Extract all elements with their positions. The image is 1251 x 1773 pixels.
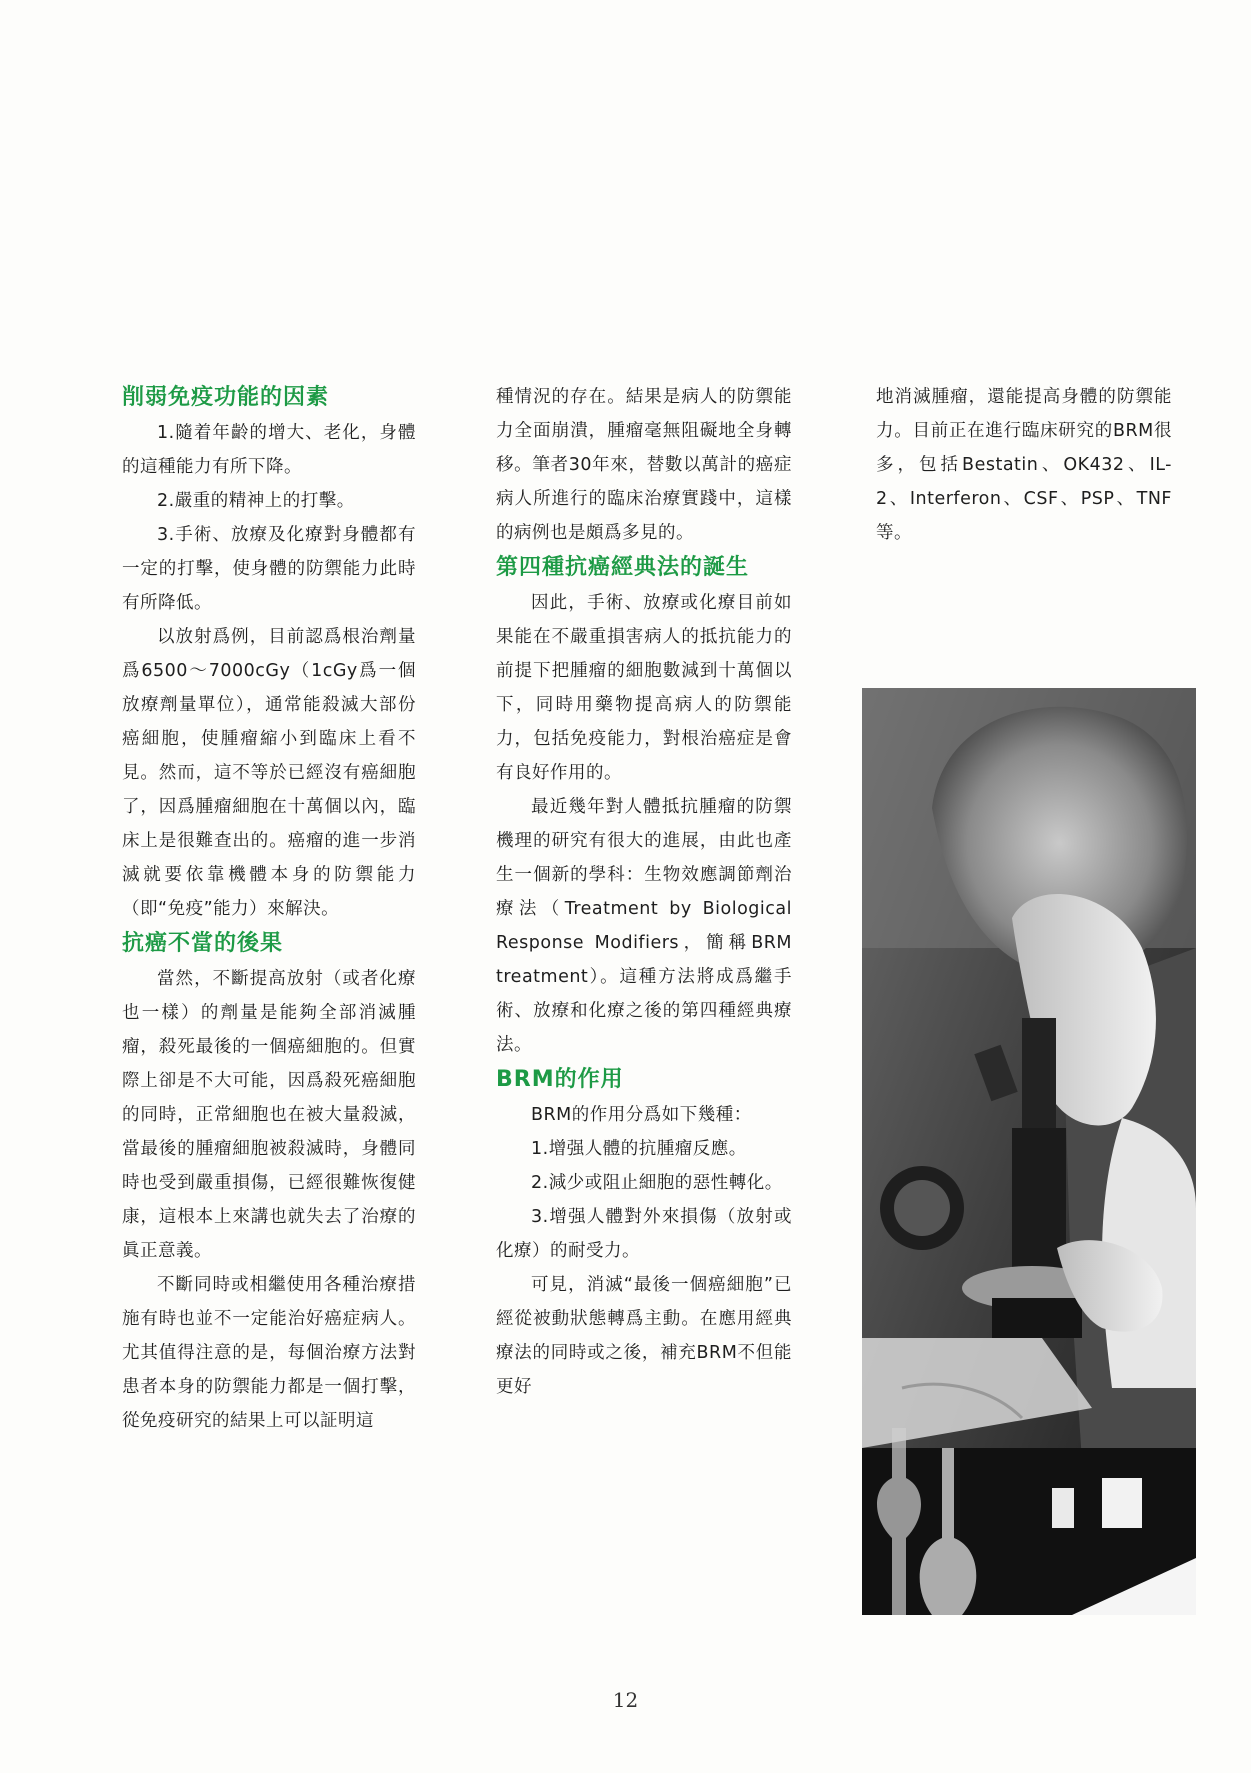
paragraph: 1.增强人體的抗腫瘤反應。 [531,1139,747,1159]
paragraph: 以放射爲例，目前認爲根治劑量爲6500～7000cGy（1cGy爲一個放療劑量單位），通常能殺滅大部份癌細胞，使腫瘤縮小到臨床上看不見。然而，這不等於已經沒有癌細胞了，因爲腫瘤細胞在十萬個以內，臨床上是很難查出的。癌瘤的進一步消滅就要依靠機體本身的防禦能力（即“免疫”能力）來解決。 [122,627,416,919]
paragraph: 可見，消滅“最後一個癌細胞”已經從被動狀態轉爲主動。在應用經典療法的同時或之後，補充BRM不但能更好 [496,1275,792,1397]
paragraph: 不斷同時或相繼使用各種治療措施有時也並不一定能治好癌症病人。尤其值得注意的是，每個治療方法對患者本身的防禦能力都是一個打擊，從免疫研究的結果上可以証明這 [122,1275,416,1431]
paragraph: 最近幾年對人體抵抗腫瘤的防禦機理的研究有很大的進展，由此也產生一個新的學科：生物效應調節劑治療法（Treatment by Biological Response Modifiers，簡稱BRM treatment）。這種方法將成爲繼手術、放療和化療之後的第四種經典療法。 [496,797,792,1055]
section-heading-immune-factors: 削弱免疫功能的因素 [122,385,330,410]
paragraph: BRM的作用分爲如下幾種： [531,1105,752,1125]
paragraph: 地消滅腫瘤，還能提高身體的防禦能力。目前正在進行臨床研究的BRM很多，包括Bestatin、OK432、IL-2、Interferon、CSF、PSP、TNF等。 [876,387,1172,543]
text-column-3 [876,380,1172,550]
paragraph: 3.增强人體對外來損傷（放射或化療）的耐受力。 [496,1207,792,1261]
text-column-1 [122,380,416,1438]
paragraph: 2.減少或阻止細胞的惡性轉化。 [531,1173,783,1193]
section-heading-consequences: 抗癌不當的後果 [122,931,284,956]
paragraph: 3.手術、放療及化療對身體都有一定的打擊，使身體的防禦能力此時有所降低。 [122,525,416,613]
paragraph: 當然，不斷提高放射（或者化療也一樣）的劑量是能夠全部消滅腫瘤，殺死最後的一個癌細胞的。但實際上卻是不大可能，因爲殺死癌細胞的同時，正常細胞也在被大量殺滅，當最後的腫瘤細胞被殺滅時，身體同時也受到嚴重損傷，已經很難恢復健康，這根本上來講也就失去了治療的眞正意義。 [122,969,416,1261]
page-number: 12 [612,1688,639,1712]
paragraph: 2.嚴重的精神上的打擊。 [157,491,355,511]
paragraph: 1.隨着年齡的增大、老化，身體的這種能力有所下降。 [122,423,416,477]
microscope-photo [862,688,1196,1615]
paragraph: 種情況的存在。結果是病人的防禦能力全面崩潰，腫瘤毫無阻礙地全身轉移。筆者30年來，替數以萬計的癌症病人所進行的臨床治療實踐中，這樣的病例也是頗爲多見的。 [496,387,792,543]
section-heading-brm: BRM的作用 [496,1067,624,1092]
section-heading-fourth-method: 第四種抗癌經典法的誕生 [496,555,750,580]
text-column-2 [496,380,792,1404]
paragraph: 因此，手術、放療或化療目前如果能在不嚴重損害病人的抵抗能力的前提下把腫瘤的細胞數減到十萬個以下，同時用藥物提高病人的防禦能力，包括免疫能力，對根治癌症是會有良好作用的。 [496,593,792,783]
